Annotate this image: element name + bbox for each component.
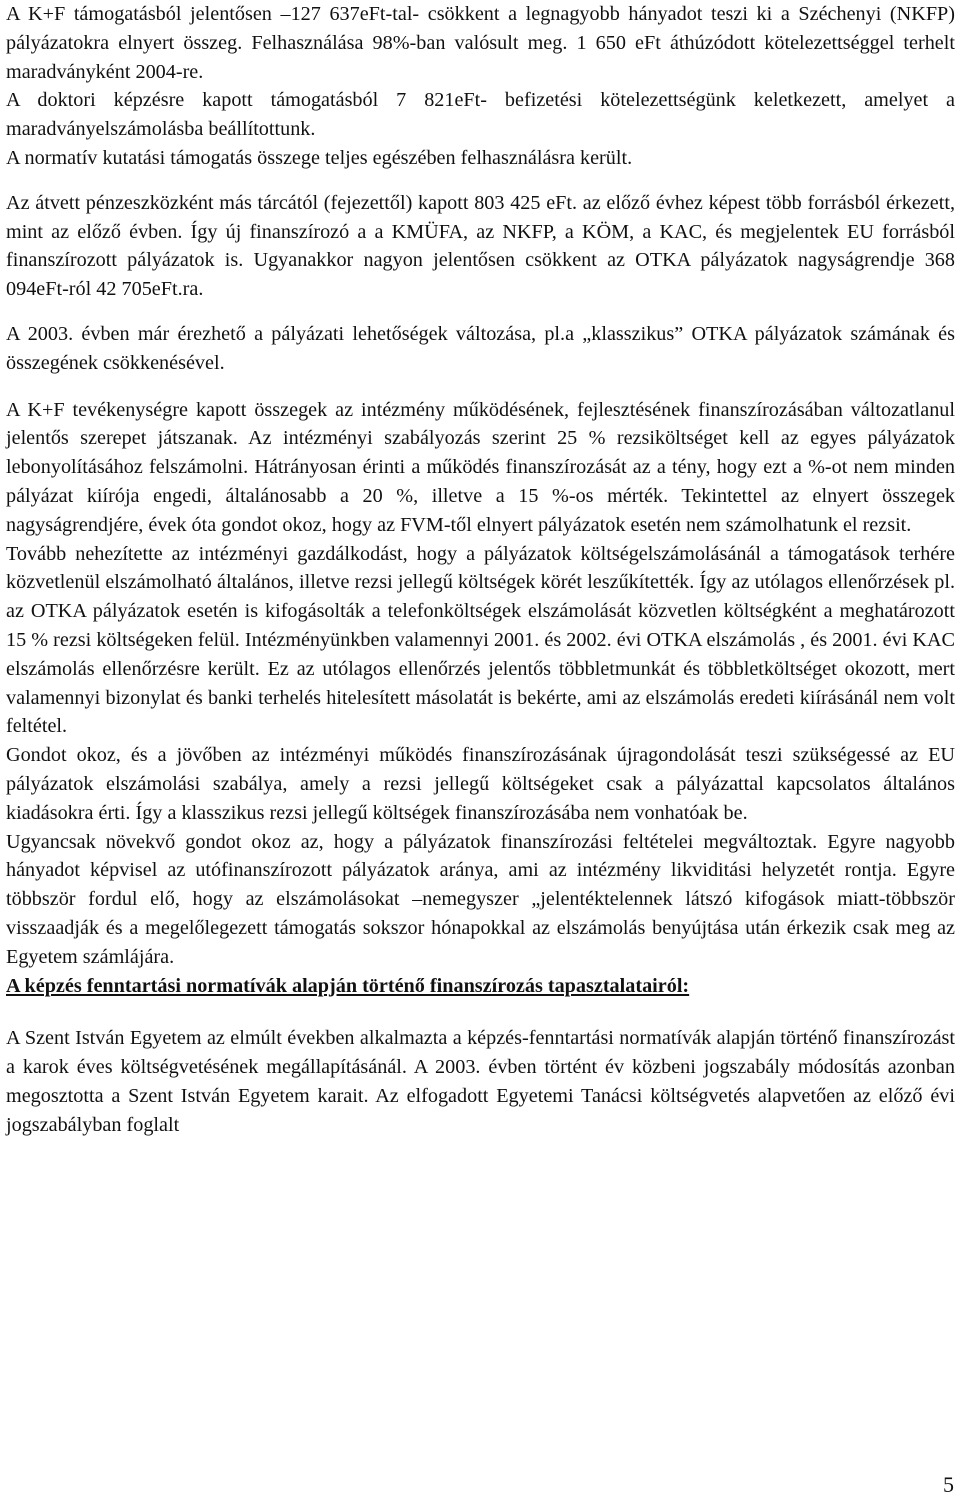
paragraph-overhead-costs: A K+F tevékenységre kapott összegek az intézmény működésének, fejlesztésének finanszírozásában változatlanul jelentős szerepet játszanak. Az intézményi szabályozás szerint 25 % rezsiköltséget kell az egyes pályázatok lebonyolításához felszámolni. Hátrányosan érinti a működés finanszírozását az a tény, hogy ezt a %-ot nem minden pályázat kiírója engedi, általánosabb a 20 %, illetve a 15 %-os mérték. Tekintettel az elnyert összegek nagyságrendjére, évek óta gondot okoz, hogy az FVM-től elnyert pályázatok esetén nem számolhatunk el rezsit. <box>6 398 955 536</box>
paragraph-doctoral-training: A doktori képzésre kapott támogatásból 7 821eFt- befizetési kötelezettségünk keletkezett, amelyet a maradványelszámolásba beállítottunk. <box>6 89 955 141</box>
document-page <box>6 0 955 1139</box>
paragraph-2003-changes: A 2003. évben már érezhető a pályázati lehetőségek változása, pl.a „klasszikus” OTKA pályázatok számának és összegének csökkenésével. <box>6 322 955 374</box>
paragraph-cost-accounting: Tovább nehezítette az intézményi gazdálkodást, hogy a pályázatok költségelszámolásánál a támogatások terhére közvetlenül elszámolható általános, illetve rezsi jellegű költségek körét leszűkítették. Így az utólagos ellenőrzések pl. az OTKA pályázatok esetén is kifogásolták a telefonköltségek elszámolását közvetlen költségként a meghatározott 15 % rezsi költségeken felül. Intézményünkben valamennyi 2001. és 2002. évi OTKA elszámolás , és 2001. évi KAC elszámolás ellenőrzésre került. Ez az utólagos ellenőrzés jelentős többletmunkát és többletköltséget okozott, mert valamennyi bizonylat és banki terhelés hitelesített másolatát is bekérte, ami az elszámolás eredeti kiírásánál nem volt feltétel. <box>6 542 955 738</box>
paragraph-normative-financing: A Szent István Egyetem az elmúlt években alkalmazta a képzés-fenntartási normatívák alapján történő finanszírozást a karok éves költségvetésének megállapításánál. A 2003. évben történt év közbeni jogszabály módosítás azonban megosztotta a Szent István Egyetem karait. Az elfogadott Egyetemi Tanácsi költségvetés alapvetően az előző évi jogszabályban foglalt <box>6 1027 955 1136</box>
section-heading: A képzés fenntartási normatívák alapján történő finanszírozás tapasztalatairól: <box>6 974 690 997</box>
paragraph-eu-rules: Gondot okoz, és a jövőben az intézményi működés finanszírozásának újragondolását teszi szükségessé az EU pályázatok elszámolási szabálya, amely a rezsi jellegű költségeket csak a pályázattal kapcsolatos általános kiadásokra érti. Így a klasszikus rezsi jellegű költségek finanszírozásába nem vonhatóak be. <box>6 744 955 824</box>
paragraph-financing-conditions: Ugyancsak növekvő gondot okoz az, hogy a pályázatok finanszírozási feltételei megváltoztak. Egyre nagyobb hányadot képvisel az utófinanszírozott pályázatok aránya, ami az intézmény likviditási helyzetét rontja. Egyre többször fordul elő, hogy az elszámolásokat –nemegyszer „jelentéktelennek látszó kifogások miatt-többször visszaadják és a megelőlegezett támogatás sokszor hónapokkal az elszámolás benyújtása után érkezik csak meg az Egyetem számlájára. <box>6 830 955 968</box>
paragraph-normative-research: A normatív kutatási támogatás összege teljes egészében felhasználásra került. <box>6 146 633 169</box>
page-number: 5 <box>943 1472 954 1497</box>
paragraph-kf-support-decrease: A K+F támogatásból jelentősen –127 637eFt-tal- csökkent a legnagyobb hányadot teszi ki a Széchenyi (NKFP) pályázatokra elnyert összeg. Felhasználása 98%-ban valósult meg. 1 650 eFt áthúzódott kötelezettséggel terhelt maradványként 2004-re. <box>6 3 955 83</box>
paragraph-transferred-funds: Az átvett pénzeszközként más tárcától (fejezettől) kapott 803 425 eFt. az előző évhez képest több forrásból érkezett, mint az előző évben. Így új finanszírozó a a KMÜFA, az NKFP, a KÖM, a KAC, és megjelentek EU forrásból finanszírozott pályázatok is. Ugyanakkor nagyon jelentősen csökkent az OTKA pályázatok nagyságrendje 368 094eFt-ról 42 705eFt.ra. <box>6 191 955 301</box>
